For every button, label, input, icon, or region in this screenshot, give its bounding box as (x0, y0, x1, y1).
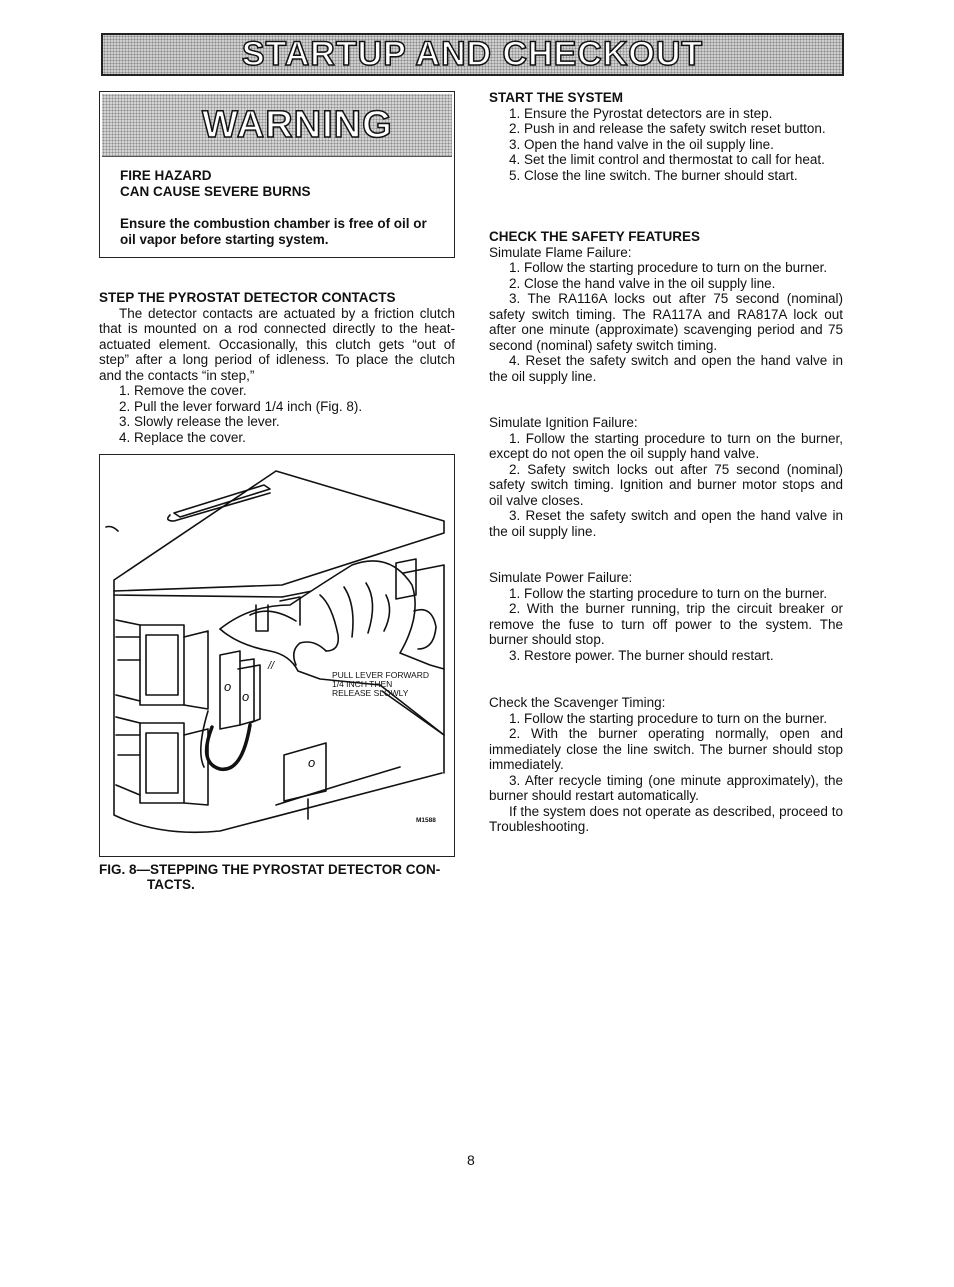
step-section (99, 290, 455, 445)
hazard-line-2: CAN CAUSE SEVERE BURNS (120, 184, 311, 199)
callout-line: PULL LEVER FORWARD (332, 670, 429, 680)
warning-title: WARNING (202, 103, 393, 146)
ignition-step: 2. Safety switch locks out after 75 second (nominal) safety switch timing. Ignition and burner motor stops and oil valve closes. (489, 461, 843, 508)
power-step: 2. With the burner running, trip the circuit breaker or remove the fuse to turn off power to the system. The burner should stop. (489, 601, 843, 647)
label-mark: o (224, 679, 232, 694)
flame-step: 4. Reset the safety switch and open the hand valve in the oil supply line. (489, 353, 843, 384)
page-title: STARTUP AND CHECKOUT (241, 35, 704, 73)
step-item: 3. Slowly release the lever. (119, 414, 280, 429)
figure-box (99, 454, 455, 857)
warning-header (102, 94, 452, 157)
ignition-section (489, 415, 843, 539)
safety-heading: CHECK THE SAFETY FEATURES (489, 229, 701, 244)
step-heading: STEP THE PYROSTAT DETECTOR CONTACTS (99, 290, 396, 305)
power-step: 3. Restore power. The burner should restart. (509, 647, 774, 663)
instruction-line-1: Ensure the combustion chamber is free of oil or (120, 216, 427, 231)
step-item: 2. Pull the lever forward 1/4 inch (Fig. 8). (119, 398, 363, 414)
step-intro: The detector contacts are actuated by a friction clutch that is mounted on a rod connected directly to the heat-actuated element. Occasionally, this clutch gets “out of step” after a long period of idleness. To place the clutch and the contacts “in step,” (99, 305, 455, 383)
safety-section (489, 229, 843, 384)
ignition-step: 1. Follow the starting procedure to turn on the burner, except do not open the oil supply hand valve. (489, 430, 843, 461)
figure-callout (332, 671, 429, 698)
caption-line-2: TACTS. (147, 877, 195, 892)
start-step: 4. Set the limit control and thermostat to call for heat. (509, 152, 825, 167)
warning-box (99, 91, 455, 258)
step-item: 4. Replace the cover. (119, 429, 246, 445)
figure-code: M1588 (416, 817, 436, 824)
callout-line: 1/4 INCH THEN (332, 679, 393, 689)
page-banner (101, 33, 844, 76)
start-step: 3. Open the hand valve in the oil supply line. (509, 136, 774, 152)
flame-step: 3. The RA116A locks out after 75 second (nominal) safety switch timing. The RA117A and RA817A lock out after one minute (approximate) scavenging period and 75 second (nominal) safety switch timing. (489, 291, 843, 353)
power-step: 1. Follow the starting procedure to turn on the burner. (509, 585, 828, 601)
page-number: 8 (467, 1152, 475, 1168)
callout-line: RELEASE SLOWLY (332, 688, 409, 698)
start-step: 5. Close the line switch. The burner should start. (509, 167, 798, 183)
scavenger-step: 3. After recycle timing (one minute approximately), the burner should restart automatically. (489, 772, 843, 803)
start-section (489, 90, 843, 183)
power-section (489, 570, 843, 663)
ignition-step: 3. Reset the safety switch and open the hand valve in the oil supply line. (489, 508, 843, 539)
start-heading: START THE SYSTEM (489, 90, 624, 105)
scavenger-step: 1. Follow the starting procedure to turn on the burner. (509, 710, 828, 726)
instruction-line-2: oil vapor before starting system. (120, 232, 329, 247)
scavenger-step: 2. With the burner operating normally, open and immediately close the line switch. The burner should stop immediately. (489, 726, 843, 772)
flame-title: Simulate Flame Failure: (489, 244, 632, 260)
label-mark: // (268, 660, 275, 672)
ignition-title: Simulate Ignition Failure: (489, 415, 638, 430)
scavenger-closing: If the system does not operate as described, proceed to Troubleshooting. (489, 803, 843, 834)
hazard-line-1: FIRE HAZARD (120, 168, 212, 183)
caption-line-1: FIG. 8—STEPPING THE PYROSTAT DETECTOR CON- (99, 862, 441, 877)
step-item: 1. Remove the cover. (119, 383, 247, 398)
flame-step: 1. Follow the starting procedure to turn on the burner. (509, 260, 828, 275)
scavenger-section (489, 695, 843, 835)
power-title: Simulate Power Failure: (489, 570, 633, 585)
start-step: 2. Push in and release the safety switch reset button. (509, 121, 826, 136)
label-mark: o (242, 689, 250, 704)
flame-step: 2. Close the hand valve in the oil supply line. (509, 275, 776, 291)
pyrostat-illustration (100, 455, 454, 856)
warning-body (100, 159, 454, 248)
label-mark: o (308, 755, 316, 770)
scavenger-title: Check the Scavenger Timing: (489, 695, 666, 710)
start-step: 1. Ensure the Pyrostat detectors are in step. (509, 105, 773, 121)
figure-caption (99, 862, 455, 892)
